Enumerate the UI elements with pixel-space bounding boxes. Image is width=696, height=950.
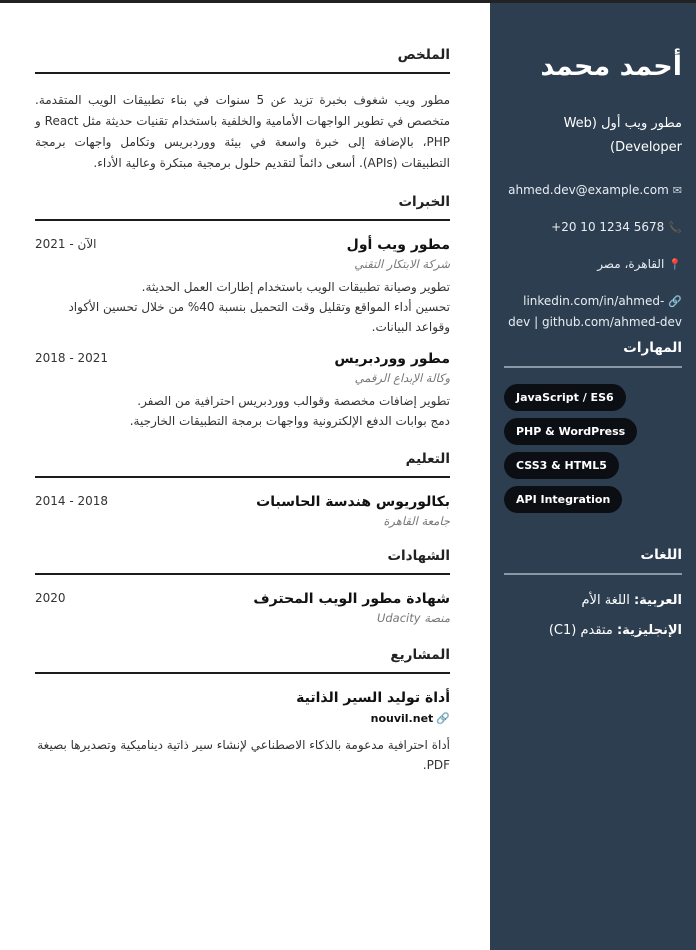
skill-badge: CSS3 & HTML5 [504, 452, 619, 479]
entry-organization: وكالة الإبداع الرقمي [354, 371, 450, 385]
entry-title: شهادة مطور الويب المحترف [253, 591, 450, 607]
entry-organization: جامعة القاهرة [383, 514, 450, 528]
main-content [35, 3, 450, 789]
project-link[interactable] [35, 712, 450, 725]
contact-links[interactable] [504, 291, 682, 332]
language-level: متقدم (C1) [548, 623, 613, 638]
languages-heading: اللغات [504, 547, 682, 575]
project-description: أداة احترافية مدعومة بالذكاء الاصطناعي لإنشاء سير ذاتية ديناميكية وتصديرها بصيغة PDF. [37, 738, 450, 772]
skills-heading: المهارات [504, 340, 682, 368]
language-level: اللغة الأم [581, 593, 630, 608]
contact-links-text: linkedin.com/in/ahmed-dev | github.com/ahmed-dev [508, 294, 682, 329]
entry-bullet: تحسين أداء المواقع وتقليل وقت التحميل بنسبة 40% من خلال تحسين الأكواد وقواعد البيانات. [68, 300, 450, 334]
entry-title: مطور ويب أول [346, 237, 450, 253]
entry-organization: منصة Udacity [376, 611, 450, 625]
skill-badge: API Integration [504, 486, 622, 513]
projects-heading: المشاريع [35, 647, 450, 674]
entry-date: 2020 [35, 591, 66, 605]
certificate-entry [35, 591, 450, 625]
entry-date: 2018 - 2021 [35, 351, 109, 365]
sidebar [490, 3, 696, 950]
language-item [504, 591, 682, 611]
entry-title: بكالوريوس هندسة الحاسبات [256, 494, 450, 510]
phone-icon: 📞 [668, 221, 682, 234]
location-pin-icon: 📍 [668, 258, 682, 271]
certificates-heading: الشهادات [35, 548, 450, 575]
contact-location [504, 254, 682, 275]
experience-entry [35, 351, 450, 431]
project-entry [35, 690, 450, 775]
job-title: مطور ويب أول (Web Developer) [563, 116, 682, 155]
entry-date: 2021 - الآن [35, 237, 97, 251]
entry-bullet: تطوير وصيانة تطبيقات الويب باستخدام إطارات العمل الحديثة. [141, 280, 450, 294]
entry-organization: شركة الابتكار التقني [354, 257, 450, 271]
experience-heading: الخبرات [35, 194, 450, 221]
link-icon: 🔗 [436, 712, 450, 725]
skill-badge: JavaScript / ES6 [504, 384, 626, 411]
contact-location-text: القاهرة، مصر [597, 257, 665, 271]
entry-bullet: دمج بوابات الدفع الإلكترونية وواجهات برمجة التطبيقات الخارجية. [129, 414, 450, 428]
language-name: العربية: [633, 593, 682, 608]
skill-badge: PHP & WordPress [504, 418, 637, 445]
language-item [504, 621, 682, 641]
contact-phone-text: +20 10 1234 5678 [551, 220, 665, 234]
contact-email-text: ahmed.dev@example.com [508, 183, 669, 197]
link-icon: 🔗 [668, 295, 682, 308]
person-name: أحمد محمد [540, 51, 682, 82]
entry-date: 2014 - 2018 [35, 494, 109, 508]
envelope-icon: ✉ [672, 184, 682, 197]
contact-email[interactable] [504, 180, 682, 201]
summary-heading: الملخص [35, 47, 450, 74]
experience-entry [35, 237, 450, 337]
contact-phone[interactable] [504, 217, 682, 238]
project-link-text: nouvil.net [370, 712, 434, 725]
education-entry [35, 494, 450, 528]
project-title: أداة توليد السير الذاتية [296, 690, 450, 706]
entry-title: مطور ووردبريس [334, 351, 450, 367]
language-name: الإنجليزية: [616, 623, 682, 638]
skills-list [504, 384, 682, 513]
entry-bullet: تطوير إضافات مخصصة وقوالب ووردبريس احترافية من الصفر. [137, 394, 450, 408]
education-heading: التعليم [35, 451, 450, 478]
summary-text: مطور ويب شغوف بخبرة تزيد عن 5 سنوات في بناء تطبيقات الويب المتقدمة. متخصص في تطوير الواجهات الأمامية والخلفية باستخدام تقنيات حديثة مثل React و PHP، بالإضافة إلى خبرة واسعة في بيئة ووردبريس وتكامل واجهات برمجة التطبيقات (APIs). أسعى دائماً لتقديم حلول برمجية مبتكرة وعالية الأداء. [35, 93, 451, 170]
